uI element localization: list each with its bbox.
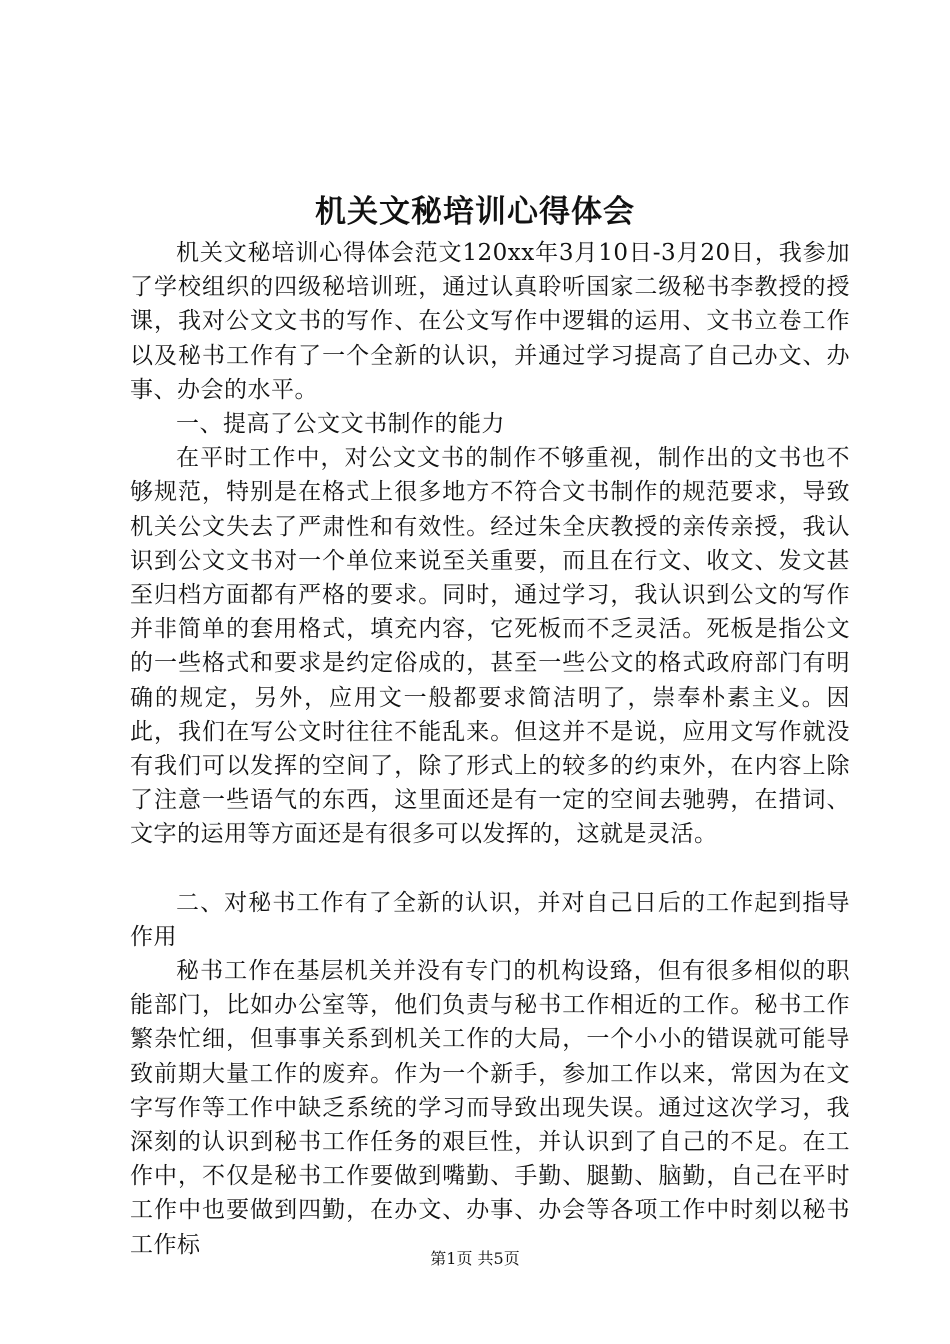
section-heading-2: 二、对秘书工作有了全新的认识，并对自己日后的工作起到指导作用 (130, 889, 850, 950)
section-heading-1: 一、提高了公文文书制作的能力 (176, 411, 505, 438)
document-body (130, 236, 850, 1262)
paragraph-section-1: 在平时工作中，对公文文书的制作不够重视，制作出的文书也不够规范，特别是在格式上很多地方不符合文书制作的规范要求，导致机关公文失去了严肃性和有效性。经过朱全庆教授的亲传亲授，我认识到公文文书对一个单位来说至关重要，而且在行文、收文、发文甚至归档方面都有严格的要求。同时，通过学习，我认识到公文的写作并非简单的套用格式，填充内容，它死板而不乏灵活。死板是指公文的一些格式和要求是约定俗成的，甚至一些公文的格式政府部门有明确的规定，另外，应用文一般都要求简洁明了，崇奉朴素主义。因此，我们在写公文时往往不能乱来。但这并不是说，应用文写作就没有我们可以发挥的空间了，除了形式上的较多的约束外，在内容上除了注意一些语气的东西，这里面还是有一定的空间去驰骋，在措词、文字的运用等方面还是有很多可以发挥的，这就是灵活。 (130, 445, 850, 848)
page-number-footer: 第1页 共5页 (430, 1249, 520, 1268)
paragraph-intro: 机关文秘培训心得体会范文120xx年3月10日-3月20日，我参加了学校组织的四级秘培训班，通过认真聆听国家二级秘书李教授的授课，我对公文文书的写作、在公文写作中逻辑的运用、文书立卷工作以及秘书工作有了一个全新的认识，并通过学习提高了自己办文、办事、办会的水平。 (130, 240, 850, 403)
paragraph-section-2: 秘书工作在基层机关并没有专门的机构设臵，但有很多相似的职能部门，比如办公室等，他们负责与秘书工作相近的工作。秘书工作繁杂忙细，但事事关系到机关工作的大局，一个小小的错误就可能导致前期大量工作的废弃。作为一个新手，参加工作以来，常因为在文字写作等工作中缺乏系统的学习而导致出现失误。通过这次学习，我深刻的认识到秘书工作任务的艰巨性，并认识到了自己的不足。在工作中，不仅是秘书工作要做到嘴勤、手勤、腿勤、脑勤，自己在平时工作中也要做到四勤，在办文、办事、办会等各项工作中时刻以秘书工作标 (130, 958, 850, 1258)
document-title: 机关文秘培训心得体会 (315, 194, 635, 230)
